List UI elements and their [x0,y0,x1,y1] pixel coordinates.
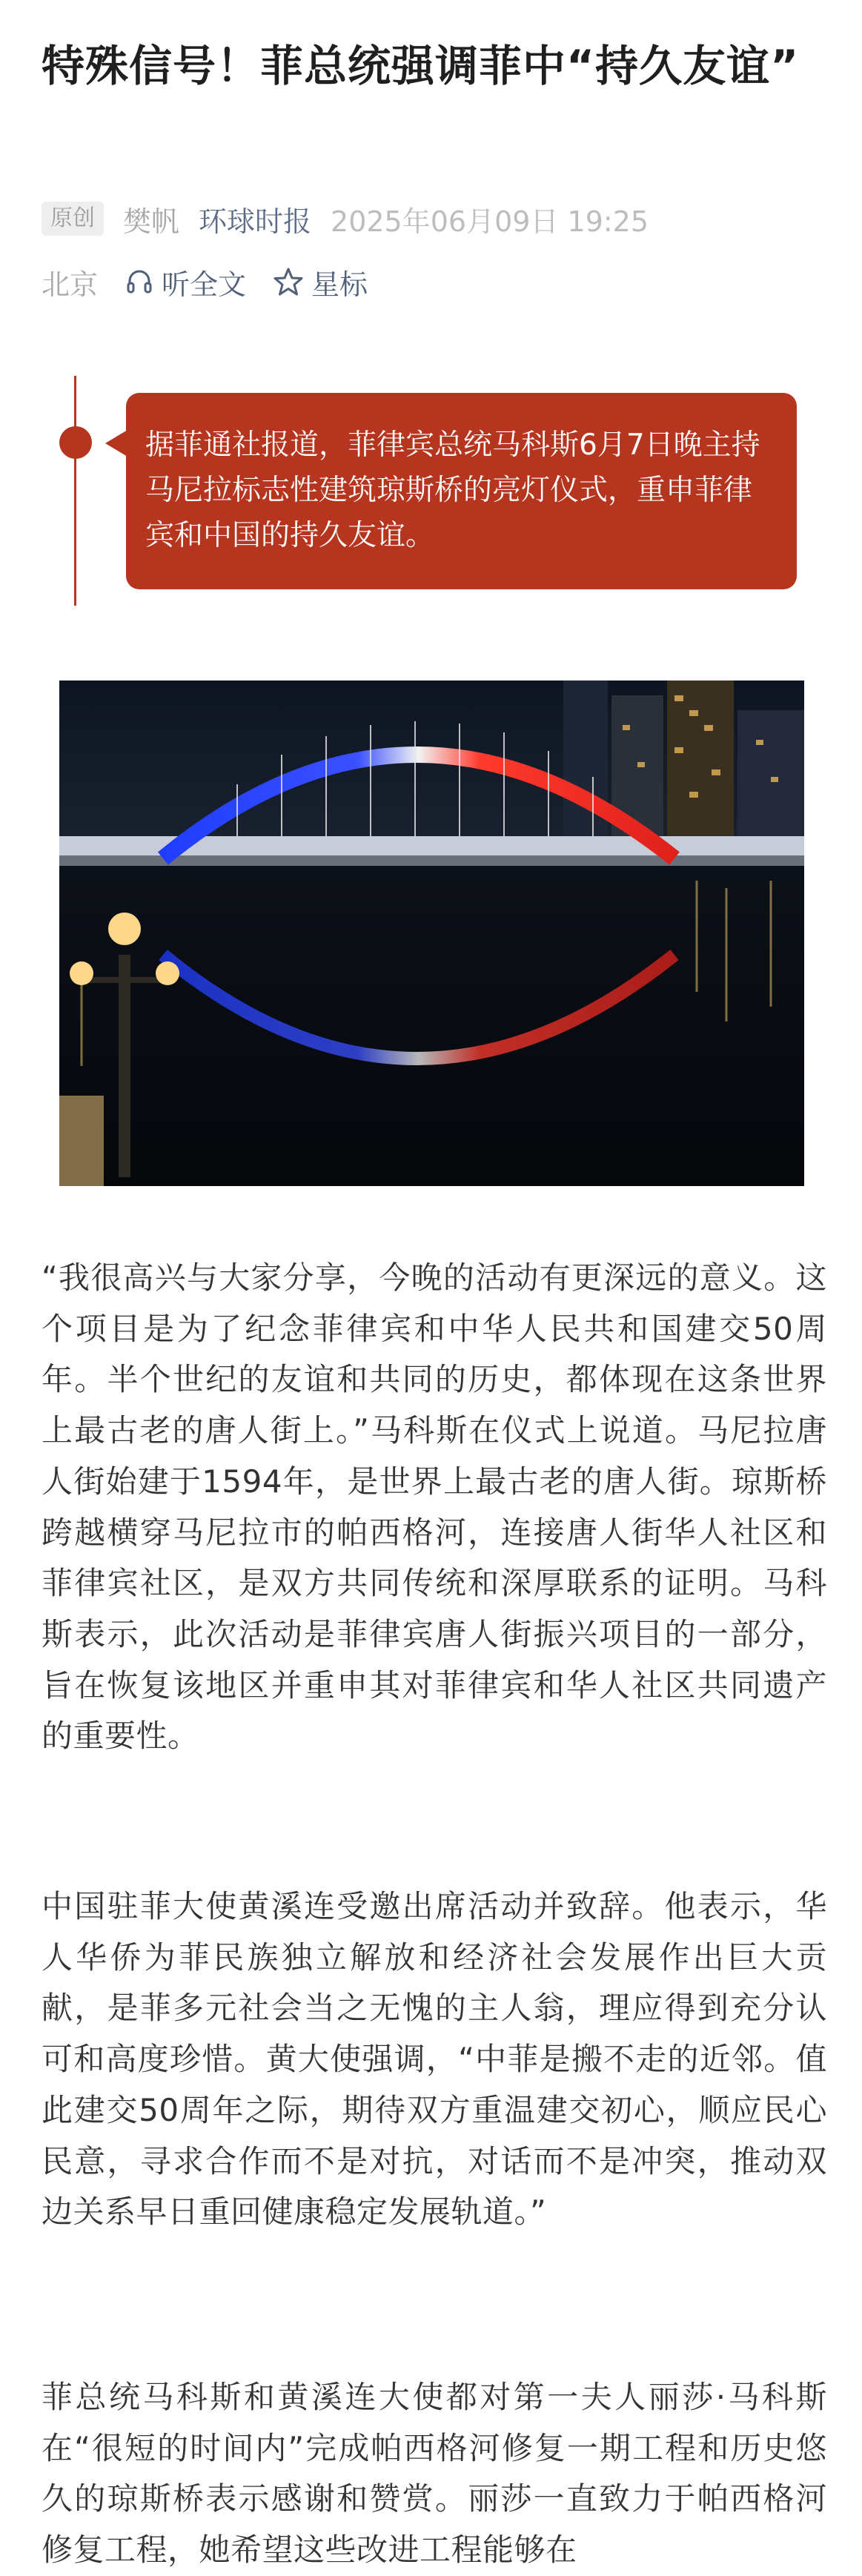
article-meta-secondary [42,261,368,302]
listen-button[interactable] [125,262,246,302]
article-paragraph-1: “我很高兴与大家分享，今晚的活动有更深远的意义。这个项目是为了纪念菲律宾和中华人民共和国建交50周年。半个世纪的友谊和共同的历史，都体现在这条世界上最古老的唐人街上。”马科斯在仪式上说道。马尼拉唐人街始建于1594年，是世界上最古老的唐人街。琼斯桥跨越横穿马尼拉市的帕西格河，连接唐人街华人社区和菲律宾社区，是双方共同传统和深厚联系的证明。马科斯表示，此次活动是菲律宾唐人街振兴项目的一部分，旨在恢复该地区并重申其对菲律宾和华人社区共同遗产的重要性。 [42,1259,827,1755]
summary-timeline-line [74,376,76,606]
bridge-photo [59,681,804,1186]
star-label: 星标 [311,268,368,301]
article-title: 特殊信号！菲总统强调菲中“持久友谊” [42,41,800,91]
summary-bubble-pointer [105,430,127,457]
listen-label: 听全文 [162,268,247,301]
author-name: 樊帆 [123,205,180,238]
article-paragraph-3: 菲总统马科斯和黄溪连大使都对第一夫人丽莎·马科斯在“很短的时间内”完成帕西格河修复一期工程和历史悠久的琼斯桥表示感谢和赞赏。丽莎一直致力于帕西格河修复工程，她希望这些改进工程能够在 [42,2379,827,2569]
article-paragraph-2: 中国驻菲大使黄溪连受邀出席活动并致辞。他表示，华人华侨为菲民族独立解放和经济社会发展作出巨大贡献，是菲多元社会当之无愧的主人翁，理应得到充分认可和高度珍惜。黄大使强调，“中菲是搬不走的近邻。值此建交50周年之际，期待双方重温建交初心，顺应民心民意，寻求合作而不是对抗，对话而不是冲突，推动双边关系早日重回健康稳定发展轨道。” [42,1888,827,2231]
summary-callout: 据菲通社报道，菲律宾总统马科斯6月7日晚主持马尼拉标志性建筑琼斯桥的亮灯仪式，重申菲律宾和中国的持久友谊。 [126,393,797,589]
source-link[interactable]: 环球时报 [199,205,312,238]
location-label: 北京 [42,268,99,301]
summary-timeline-dot [59,426,92,459]
article-meta [42,200,649,237]
star-button[interactable] [273,262,368,302]
star-outline-icon [273,266,304,297]
headphones-icon [125,267,154,297]
publish-datetime: 2025年06月09日 19:25 [331,205,649,238]
original-badge: 原创 [42,202,104,236]
